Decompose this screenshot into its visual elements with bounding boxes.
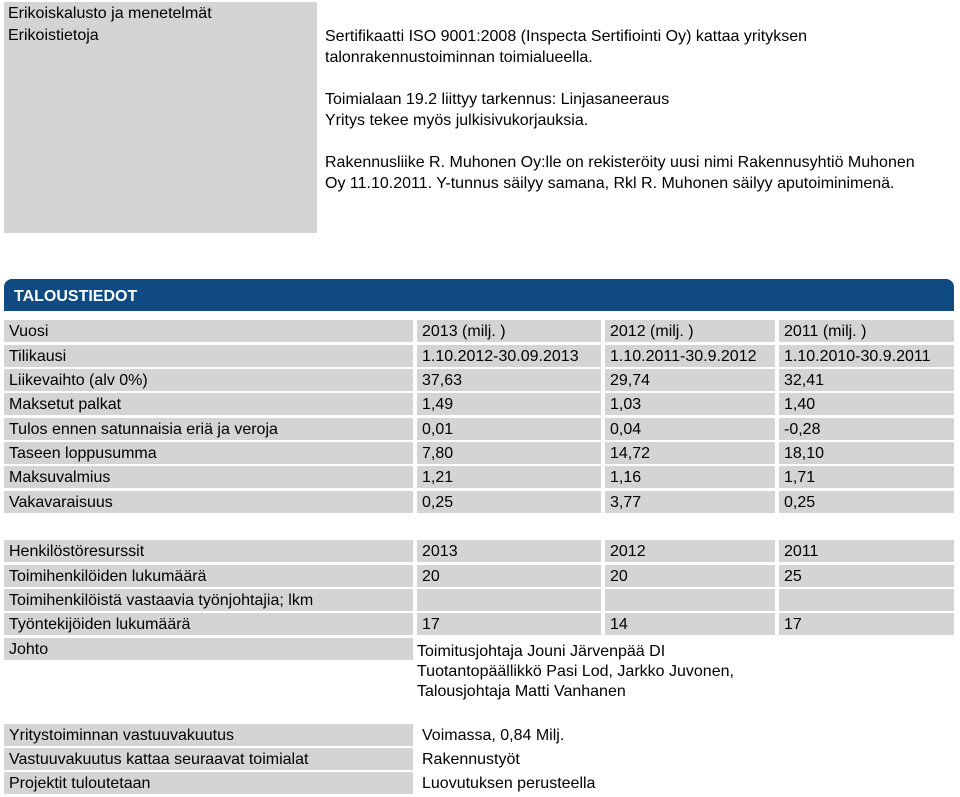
table-cell: 2013 (milj. ) xyxy=(417,320,601,342)
table-cell: -0,28 xyxy=(779,418,954,440)
management-line: Tuotantopäällikkö Pasi Lod, Jarkko Juvonen, xyxy=(417,663,734,680)
table-cell: 7,80 xyxy=(417,442,601,464)
table-cell: 1,03 xyxy=(605,393,775,415)
table-cell: 32,41 xyxy=(779,369,954,391)
table-cell: 2011 xyxy=(779,540,954,562)
table-cell: Liikevaihto (alv 0%) xyxy=(4,369,413,391)
table-cell xyxy=(779,589,954,611)
table-cell: 14 xyxy=(605,613,775,635)
table-cell: 1,16 xyxy=(605,466,775,488)
table-cell: 1.10.2010-30.9.2011 xyxy=(779,345,954,367)
table-cell: 20 xyxy=(417,565,601,587)
table-cell: 2013 xyxy=(417,540,601,562)
table-cell: 0,01 xyxy=(417,418,601,440)
table-cell: 2011 (milj. ) xyxy=(779,320,954,342)
special-info-label: Erikoistietoja xyxy=(8,27,99,44)
table-cell xyxy=(417,589,601,611)
table-cell: Maksetut palkat xyxy=(4,393,413,415)
management-label: Johto xyxy=(4,638,413,660)
table-cell: 37,63 xyxy=(417,369,601,391)
table-cell: 2012 xyxy=(605,540,775,562)
facade-note: Yritys tekee myös julkisivukorjauksia. xyxy=(325,112,589,129)
table-cell: Tilikausi xyxy=(4,345,413,367)
table-cell: 29,74 xyxy=(605,369,775,391)
table-cell: Vuosi xyxy=(4,320,413,342)
table-cell xyxy=(605,589,775,611)
table-cell: Toimihenkilöiden lukumäärä xyxy=(4,565,413,587)
table-cell: 1,40 xyxy=(779,393,954,415)
special-info-label-cell xyxy=(4,26,317,233)
table-cell: 17 xyxy=(779,613,954,635)
table-cell: Rakennustyöt xyxy=(422,751,520,768)
table-cell: Vastuuvakuutus kattaa seuraavat toimialat xyxy=(4,748,413,770)
table-cell: 14,72 xyxy=(605,442,775,464)
special-equipment-label: Erikoiskalusto ja menetelmät xyxy=(4,2,317,26)
table-cell: Vakavaraisuus xyxy=(4,491,413,513)
management-line: Toimitusjohtaja Jouni Järvenpää DI xyxy=(417,643,666,660)
table-cell: 20 xyxy=(605,565,775,587)
table-cell: Toimihenkilöistä vastaavia työnjohtajia; lkm xyxy=(4,589,413,611)
table-cell: 1,49 xyxy=(417,393,601,415)
table-cell: Projektit tuloutetaan xyxy=(4,772,413,794)
table-cell: 2012 (milj. ) xyxy=(605,320,775,342)
table-cell: 3,77 xyxy=(605,491,775,513)
table-cell: 1,21 xyxy=(417,466,601,488)
table-cell: Luovutuksen perusteella xyxy=(422,775,596,792)
table-cell: 25 xyxy=(779,565,954,587)
management-line: Talousjohtaja Matti Vanhanen xyxy=(417,683,626,700)
table-cell: 18,10 xyxy=(779,442,954,464)
table-cell: Maksuvalmius xyxy=(4,466,413,488)
management-list xyxy=(417,642,957,702)
financials-section-title: TALOUSTIEDOT xyxy=(14,288,138,305)
table-cell: 1,71 xyxy=(779,466,954,488)
table-cell: Työntekijöiden lukumäärä xyxy=(4,613,413,635)
name-change-note: Rakennusliike R. Muhonen Oy:lle on rekisteröity uusi nimi Rakennusyhtiö Muhonen Oy 11.10.2011. Y-tunnus säilyy samana, Rkl R. Muhonen säilyy aputoiminimenä. xyxy=(325,154,915,192)
table-cell: Voimassa, 0,84 Milj. xyxy=(422,727,565,744)
table-cell: 1.10.2012-30.09.2013 xyxy=(417,345,601,367)
table-cell: Taseen loppusumma xyxy=(4,442,413,464)
financials-section-header xyxy=(4,279,954,311)
table-cell: 17 xyxy=(417,613,601,635)
certificate-text: Sertifikaatti ISO 9001:2008 (Inspecta Sertifiointi Oy) kattaa yrityksen talonrakennustoiminnan toimialueella. xyxy=(325,28,807,66)
industry-note: Toimialaan 19.2 liittyy tarkennus: Linjasaneeraus xyxy=(325,91,670,108)
table-cell: Tulos ennen satunnaisia eriä ja veroja xyxy=(4,418,413,440)
table-cell: 0,04 xyxy=(605,418,775,440)
table-cell: Henkilöstöresurssit xyxy=(4,540,413,562)
special-info-text xyxy=(325,26,925,194)
table-cell: 1.10.2011-30.9.2012 xyxy=(605,345,775,367)
table-cell: 0,25 xyxy=(417,491,601,513)
table-cell: Yritystoiminnan vastuuvakuutus xyxy=(4,724,413,746)
table-cell: 0,25 xyxy=(779,491,954,513)
